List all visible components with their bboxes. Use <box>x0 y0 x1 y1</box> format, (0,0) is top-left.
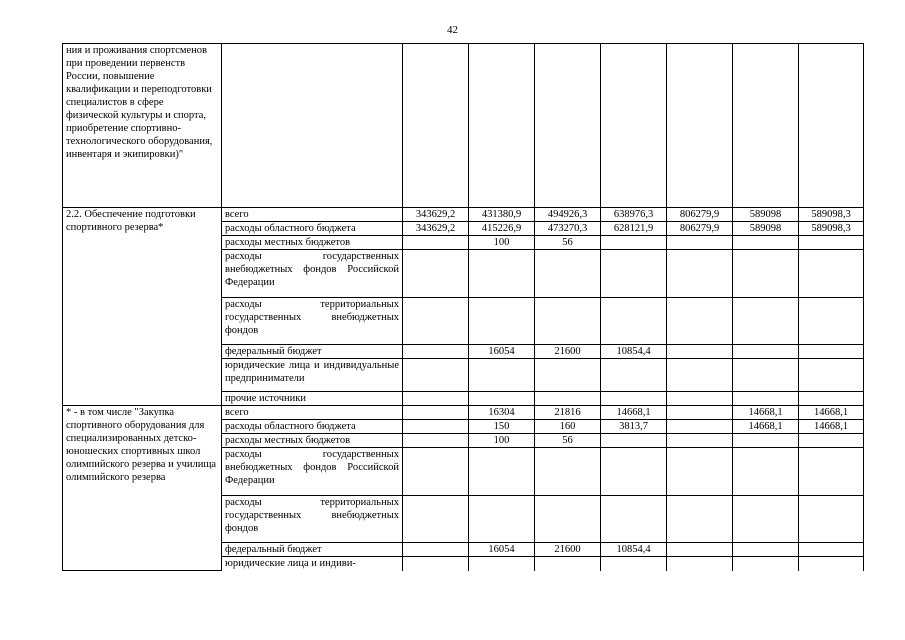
value-cell <box>403 434 469 448</box>
value-cell <box>403 406 469 420</box>
continuation-row <box>63 44 864 208</box>
section-name-cell <box>63 208 222 406</box>
value-cell <box>535 392 601 406</box>
value-cell: 473270,3 <box>535 222 601 236</box>
value-cell <box>733 496 799 543</box>
value-cell <box>667 434 733 448</box>
section-name: * - в том числе "Закупка спортивного оборудования для специализированных детско-юношеских спортивных школ олимпийского резерва и училища олимпийского резерва <box>66 407 217 483</box>
empty-cell <box>535 44 601 208</box>
table-row <box>63 406 864 420</box>
empty-cell <box>601 44 667 208</box>
value-cell <box>601 236 667 250</box>
page-number: 42 <box>447 24 458 36</box>
funding-source-cell: всего <box>222 208 403 222</box>
funding-source-cell: расходы территориальных государственных внебюджетных фондов <box>222 496 403 543</box>
value-cell <box>535 250 601 298</box>
value-cell <box>667 543 733 557</box>
value-cell: 3813,7 <box>601 420 667 434</box>
value-cell: 638976,3 <box>601 208 667 222</box>
value-cell <box>403 557 469 571</box>
value-cell <box>799 298 864 345</box>
value-cell <box>469 298 535 345</box>
value-cell <box>667 236 733 250</box>
value-cell <box>799 392 864 406</box>
section-name-cell <box>63 406 222 571</box>
value-cell <box>403 392 469 406</box>
value-cell: 10854,4 <box>601 543 667 557</box>
value-cell <box>403 236 469 250</box>
value-cell <box>733 298 799 345</box>
funding-source-cell: прочие источники <box>222 392 403 406</box>
value-cell: 150 <box>469 420 535 434</box>
funding-source-cell: расходы областного бюджета <box>222 420 403 434</box>
value-cell: 589098 <box>733 208 799 222</box>
value-cell: 589098,3 <box>799 208 864 222</box>
funding-source-cell: федеральный бюджет <box>222 345 403 359</box>
funding-source-cell: расходы государственных внебюджетных фондов Российской Федерации <box>222 250 403 298</box>
value-cell <box>733 392 799 406</box>
value-cell <box>667 359 733 392</box>
empty-cell <box>469 44 535 208</box>
funding-source-cell: юридические лица и индивидуальные предприниматели <box>222 359 403 392</box>
value-cell <box>733 345 799 359</box>
funding-source-cell: расходы территориальных государственных внебюджетных фондов <box>222 298 403 345</box>
value-cell <box>469 557 535 571</box>
value-cell <box>601 496 667 543</box>
empty-cell <box>222 44 403 208</box>
empty-cell <box>403 44 469 208</box>
value-cell <box>601 557 667 571</box>
empty-cell <box>733 44 799 208</box>
value-cell <box>535 448 601 496</box>
value-cell <box>469 392 535 406</box>
value-cell <box>799 448 864 496</box>
value-cell <box>535 359 601 392</box>
value-cell <box>733 250 799 298</box>
value-cell <box>469 496 535 543</box>
value-cell <box>403 496 469 543</box>
value-cell <box>733 543 799 557</box>
value-cell: 343629,2 <box>403 208 469 222</box>
value-cell: 16054 <box>469 345 535 359</box>
value-cell <box>799 345 864 359</box>
value-cell: 160 <box>535 420 601 434</box>
value-cell <box>733 434 799 448</box>
value-cell <box>601 448 667 496</box>
value-cell <box>667 298 733 345</box>
value-cell: 10854,4 <box>601 345 667 359</box>
funding-source-cell: расходы областного бюджета <box>222 222 403 236</box>
budget-table <box>62 43 864 571</box>
value-cell <box>403 298 469 345</box>
value-cell: 806279,9 <box>667 222 733 236</box>
value-cell: 431380,9 <box>469 208 535 222</box>
value-cell <box>601 250 667 298</box>
funding-source-cell: расходы местных бюджетов <box>222 434 403 448</box>
value-cell <box>403 250 469 298</box>
section-name: 2.2. Обеспечение подготовки спортивного резерва* <box>66 209 196 233</box>
value-cell: 16054 <box>469 543 535 557</box>
value-cell: 16304 <box>469 406 535 420</box>
value-cell: 14668,1 <box>799 420 864 434</box>
table-row <box>63 208 864 222</box>
value-cell: 100 <box>469 434 535 448</box>
value-cell: 14668,1 <box>601 406 667 420</box>
value-cell <box>667 392 733 406</box>
empty-cell <box>667 44 733 208</box>
value-cell: 806279,9 <box>667 208 733 222</box>
value-cell: 56 <box>535 236 601 250</box>
value-cell: 628121,9 <box>601 222 667 236</box>
value-cell <box>799 434 864 448</box>
value-cell <box>667 496 733 543</box>
continuation-name-cell <box>63 44 222 208</box>
value-cell: 14668,1 <box>733 420 799 434</box>
value-cell: 21600 <box>535 345 601 359</box>
value-cell <box>403 420 469 434</box>
value-cell: 14668,1 <box>733 406 799 420</box>
value-cell: 56 <box>535 434 601 448</box>
funding-source-cell: расходы государственных внебюджетных фондов Российской Федерации <box>222 448 403 496</box>
value-cell: 21600 <box>535 543 601 557</box>
value-cell <box>601 392 667 406</box>
value-cell <box>733 236 799 250</box>
value-cell <box>403 543 469 557</box>
value-cell <box>799 543 864 557</box>
value-cell <box>667 557 733 571</box>
value-cell <box>667 250 733 298</box>
value-cell <box>403 448 469 496</box>
value-cell <box>535 496 601 543</box>
value-cell <box>733 448 799 496</box>
value-cell: 21816 <box>535 406 601 420</box>
value-cell <box>733 557 799 571</box>
value-cell: 589098 <box>733 222 799 236</box>
value-cell <box>799 236 864 250</box>
continuation-name: ния и проживания спортсменов при проведении первенств России, повышение квалификации и переподготовки специалистов в сфере физической культуры и спорта, приобретение спортивно-технологического оборудования, инвентаря и экипировки)" <box>66 45 213 160</box>
value-cell <box>799 359 864 392</box>
value-cell <box>535 557 601 571</box>
value-cell: 494926,3 <box>535 208 601 222</box>
funding-source-cell: федеральный бюджет <box>222 543 403 557</box>
value-cell <box>601 298 667 345</box>
funding-source-cell: расходы местных бюджетов <box>222 236 403 250</box>
value-cell: 343629,2 <box>403 222 469 236</box>
value-cell: 589098,3 <box>799 222 864 236</box>
value-cell <box>403 345 469 359</box>
value-cell: 415226,9 <box>469 222 535 236</box>
value-cell <box>403 359 469 392</box>
empty-cell <box>799 44 864 208</box>
value-cell <box>601 359 667 392</box>
value-cell <box>799 250 864 298</box>
funding-source-cell: всего <box>222 406 403 420</box>
value-cell <box>667 345 733 359</box>
value-cell <box>469 250 535 298</box>
funding-source-cell: юридические лица и индиви- <box>222 557 403 571</box>
value-cell <box>799 496 864 543</box>
value-cell <box>535 298 601 345</box>
value-cell <box>469 359 535 392</box>
value-cell: 100 <box>469 236 535 250</box>
value-cell <box>667 448 733 496</box>
value-cell <box>601 434 667 448</box>
value-cell <box>667 420 733 434</box>
value-cell: 14668,1 <box>799 406 864 420</box>
value-cell <box>469 448 535 496</box>
value-cell <box>733 359 799 392</box>
value-cell <box>799 557 864 571</box>
value-cell <box>667 406 733 420</box>
